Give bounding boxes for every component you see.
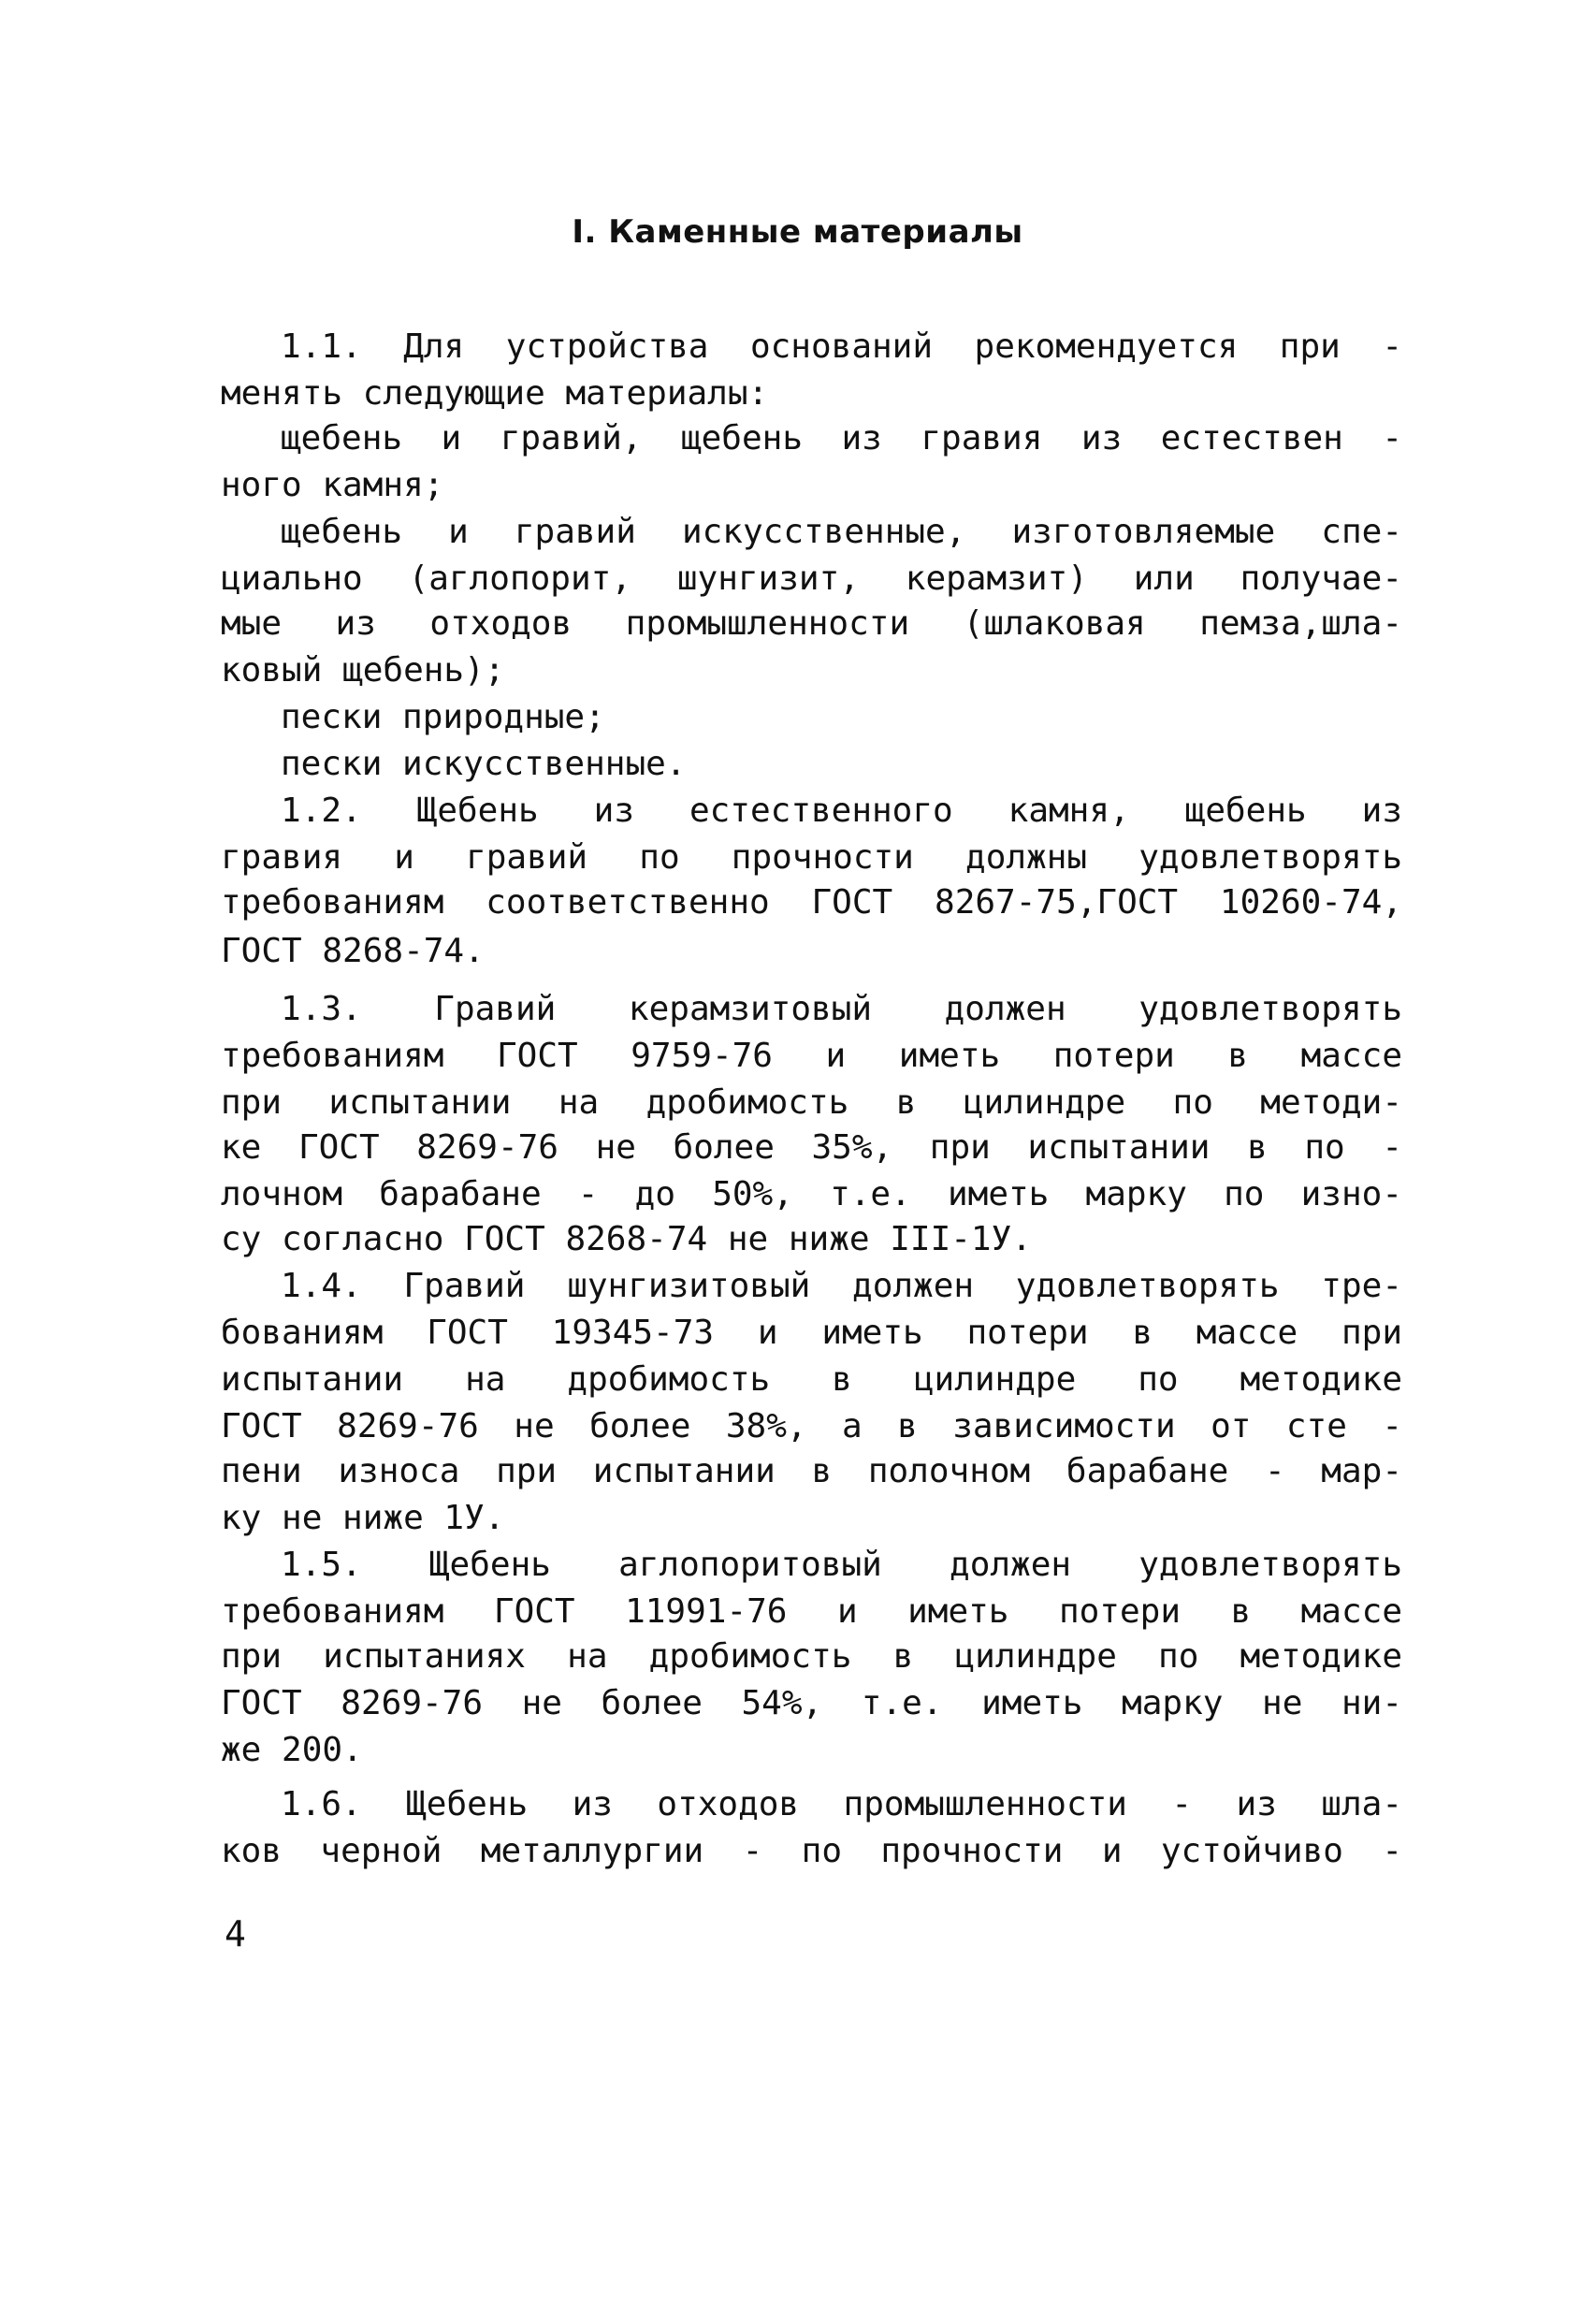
text-line: ков черной металлургии - по прочности и устойчиво - bbox=[221, 1832, 1402, 1870]
text-line: 1.5. Щебень аглопоритовый должен удовлетворять bbox=[281, 1546, 1402, 1584]
section-heading: I. Каменные материалы bbox=[572, 213, 1023, 251]
page-number: 4 bbox=[225, 1913, 246, 1954]
text-line: ковый щебень); bbox=[221, 651, 505, 690]
text-line: при испытании на дробимость в цилиндре по методи- bbox=[221, 1083, 1402, 1122]
text-line: ГОСТ 8268-74. bbox=[221, 932, 485, 970]
text-line: циально (аглопорит, шунгизит, керамзит) или получае- bbox=[221, 559, 1402, 598]
text-line: пени износа при испытании в полочном барабане - мар- bbox=[221, 1452, 1402, 1490]
text-line: лочном барабане - до 50%, т.е. иметь марку по изно- bbox=[221, 1175, 1402, 1213]
text-line: при испытаниях на дробимость в цилиндре по методике bbox=[221, 1637, 1402, 1676]
text-line: мые из отходов промышленности (шлаковая пемза,шла- bbox=[221, 604, 1402, 643]
text-line: 1.1. Для устройства оснований рекомендуется при - bbox=[281, 327, 1402, 366]
text-line: 1.6. Щебень из отходов промышленности - из шла- bbox=[281, 1785, 1402, 1823]
text-line: бованиям ГОСТ 19345-73 и иметь потери в массе при bbox=[221, 1314, 1402, 1352]
text-line: же 200. bbox=[221, 1731, 363, 1769]
text-line: требованиям ГОСТ 11991-76 и иметь потери в массе bbox=[221, 1592, 1402, 1631]
text-line: требованиям ГОСТ 9759-76 и иметь потери в массе bbox=[221, 1037, 1402, 1075]
text-line: пески искусственные. bbox=[281, 745, 687, 783]
text-line: менять следующие материалы: bbox=[221, 374, 769, 413]
text-line: 1.2. Щебень из естественного камня, щебень из bbox=[281, 792, 1402, 830]
text-line: требованиям соответственно ГОСТ 8267-75,ГОСТ 10260-74, bbox=[221, 883, 1402, 922]
text-line: щебень и гравий, щебень из гравия из естествен - bbox=[281, 419, 1402, 458]
text-line: щебень и гравий искусственные, изготовляемые спе- bbox=[281, 513, 1402, 551]
text-line: 1.3. Гравий керамзитовый должен удовлетворять bbox=[281, 990, 1402, 1028]
text-line: пески природные; bbox=[281, 698, 605, 736]
text-line: ГОСТ 8269-76 не более 38%, а в зависимости от сте - bbox=[221, 1407, 1402, 1445]
text-line: ГОСТ 8269-76 не более 54%, т.е. иметь марку не ни- bbox=[221, 1684, 1402, 1722]
text-line: испытании на дробимость в цилиндре по методике bbox=[221, 1360, 1402, 1399]
text-line: ке ГОСТ 8269-76 не более 35%, при испытании в по - bbox=[221, 1128, 1402, 1167]
text-line: гравия и гравий по прочности должны удовлетворять bbox=[221, 838, 1402, 877]
text-line: 1.4. Гравий шунгизитовый должен удовлетворять тре- bbox=[281, 1267, 1402, 1305]
text-line: ного камня; bbox=[221, 466, 444, 504]
text-line: су согласно ГОСТ 8268-74 не ниже III-1У. bbox=[221, 1220, 1032, 1258]
text-line: ку не ниже 1У. bbox=[221, 1499, 505, 1537]
